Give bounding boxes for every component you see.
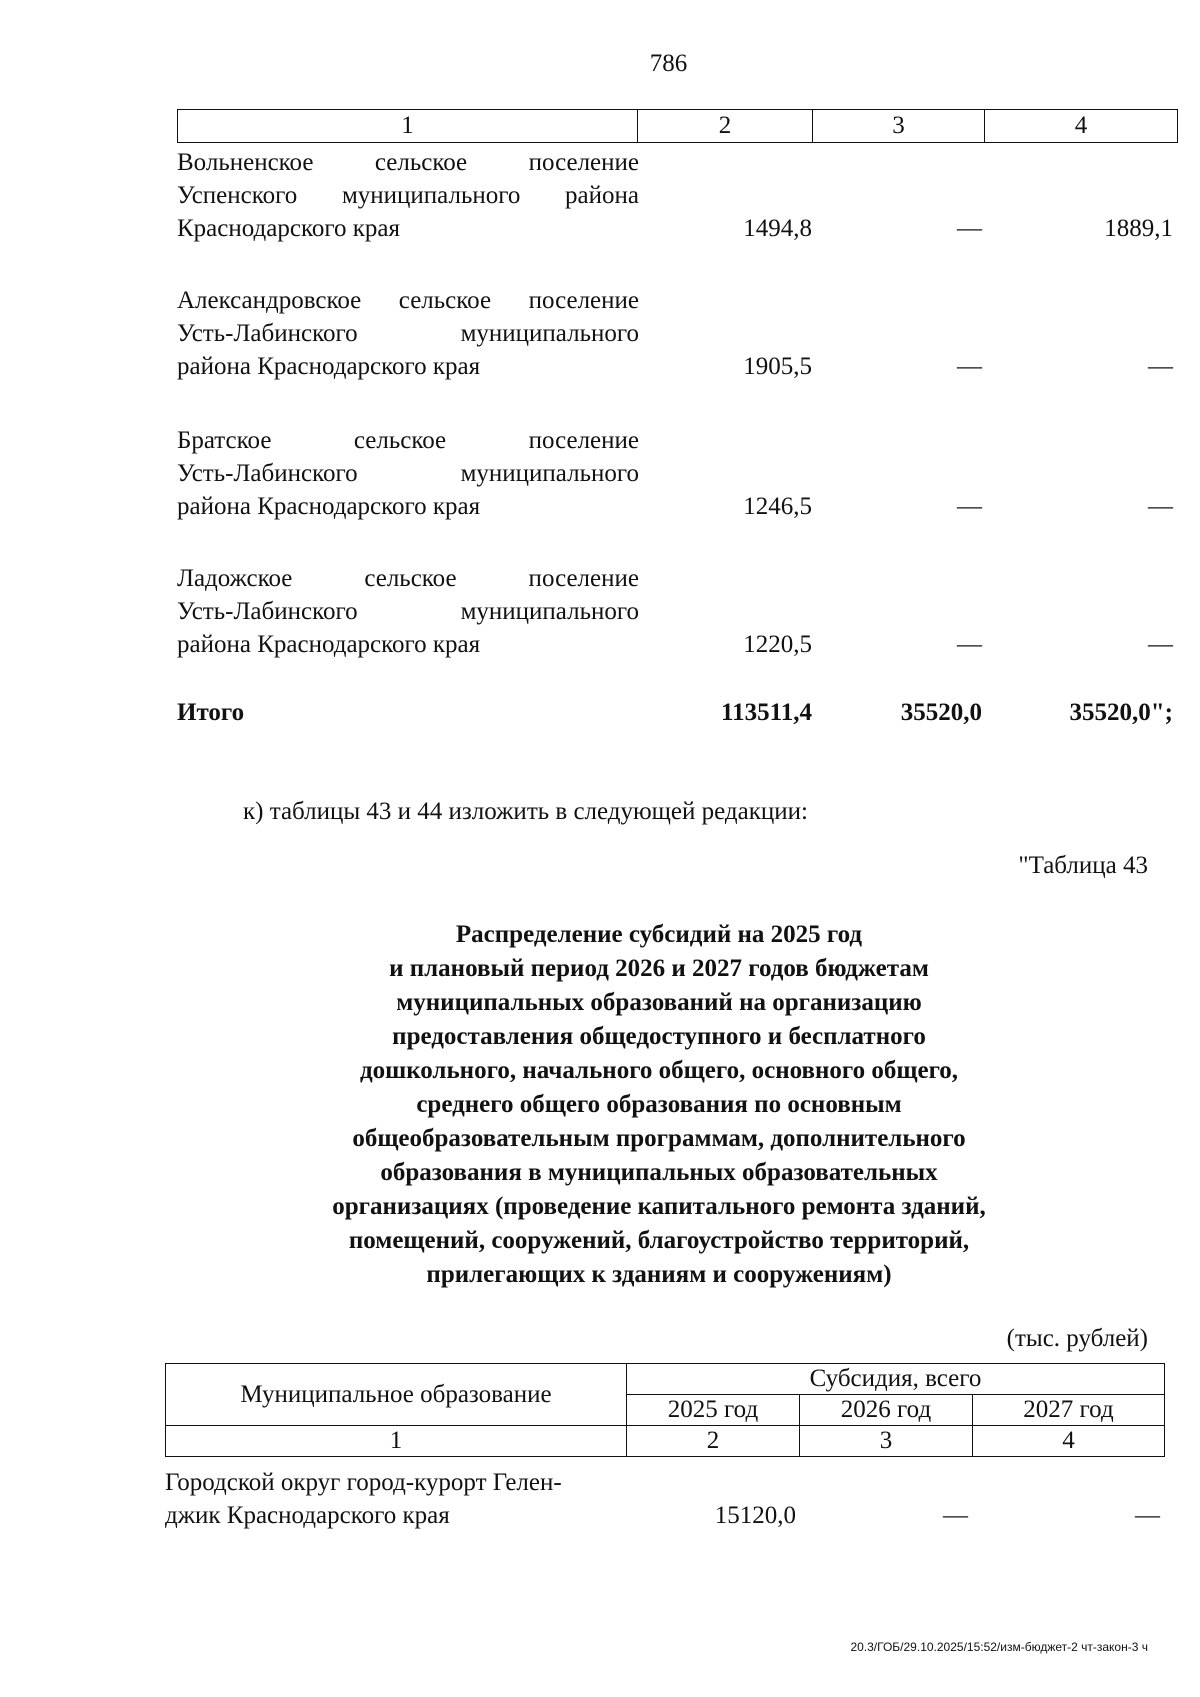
municipality-name: Александровское сельское поселение Усть-Лабинского муниципального района Краснодарского края: [177, 287, 639, 380]
table1-col-2-number: 2: [638, 110, 813, 142]
value-2027: —: [1148, 353, 1173, 380]
value-2027: 1889,1: [1104, 215, 1173, 242]
amendment-paragraph: к) таблицы 43 и 44 изложить в следующей редакции:: [243, 798, 808, 825]
value-2026: —: [943, 1502, 968, 1529]
value-2025: 1494,8: [743, 215, 812, 242]
table2-col-2-number: 2: [627, 1426, 800, 1457]
municipality-name: Городской округ город-курорт Гелен- джик Краснодарского края: [165, 1469, 562, 1529]
value-2025: 15120,0: [714, 1502, 796, 1529]
table1-col-4-number: 4: [1074, 112, 1088, 139]
total-label: Итого: [177, 699, 245, 726]
year-2025-header: 2025 год: [627, 1395, 800, 1426]
total-2025: 113511,4: [721, 699, 812, 726]
value-2027: —: [1135, 1502, 1160, 1529]
total-row: [177, 696, 1178, 736]
total-2027: 35520,0";: [1069, 699, 1173, 726]
table2-header: [165, 1363, 1165, 1457]
table-row: [177, 146, 1178, 252]
table-row: [165, 1466, 1165, 1536]
units-label: (тыс. рублей): [1006, 1325, 1148, 1352]
value-2026: —: [957, 631, 982, 658]
page-number: 786: [649, 50, 688, 77]
value-2025: 1905,5: [743, 353, 812, 380]
table2-col-1-number: 1: [166, 1426, 627, 1457]
value-2026: —: [957, 353, 982, 380]
value-2026: —: [957, 215, 982, 242]
table1-col-1-number: 1: [178, 110, 638, 142]
table2-col-4-number: 4: [973, 1426, 1165, 1457]
document-footer: 20.3/ГОБ/29.10.2025/15:52/изм-бюджет-2 чт-закон-3 ч: [850, 1640, 1148, 1654]
value-2025: 1220,5: [743, 631, 812, 658]
table1-header-row: [177, 109, 1178, 143]
table-row: [177, 284, 1178, 390]
table-label: "Таблица 43: [1018, 852, 1148, 879]
municipality-name: Ладожское сельское поселение Усть-Лабинского муниципального района Краснодарского края: [177, 565, 639, 658]
year-2027-header: 2027 год: [973, 1395, 1165, 1426]
table-title: Распределение субсидий на 2025 год и плановый период 2026 и 2027 годов бюджетам муниципальных образований на организацию предоставления общедоступного и бесплатного дошкольного, начального общего, основного общего, среднего общего образования по основным общеобразовательным программам, дополнительного образования в муниципальных образовательных организациях (проведение капитального ремонта зданий, помещений, сооружений, благоустройство территорий, прилегающих к зданиям и сооружениям): [332, 921, 986, 1288]
subsidy-group-header: Субсидия, всего: [627, 1364, 1165, 1395]
value-2027: —: [1148, 631, 1173, 658]
table1-col-3-number: 3: [813, 110, 985, 142]
municipality-column-header: Муниципальное образование: [166, 1364, 627, 1426]
value-2025: 1246,5: [743, 493, 812, 520]
year-2026-header: 2026 год: [800, 1395, 973, 1426]
table-row: [177, 424, 1178, 530]
table2-col-3-number: 3: [800, 1426, 973, 1457]
municipality-name: Вольненское сельское поселение Успенского муниципального района Краснодарского края: [177, 149, 639, 242]
total-2026: 35520,0: [900, 699, 982, 726]
value-2026: —: [957, 493, 982, 520]
table-row: [177, 562, 1178, 668]
value-2027: —: [1148, 493, 1173, 520]
municipality-name: Братское сельское поселение Усть-Лабинского муниципального района Краснодарского края: [177, 427, 639, 520]
